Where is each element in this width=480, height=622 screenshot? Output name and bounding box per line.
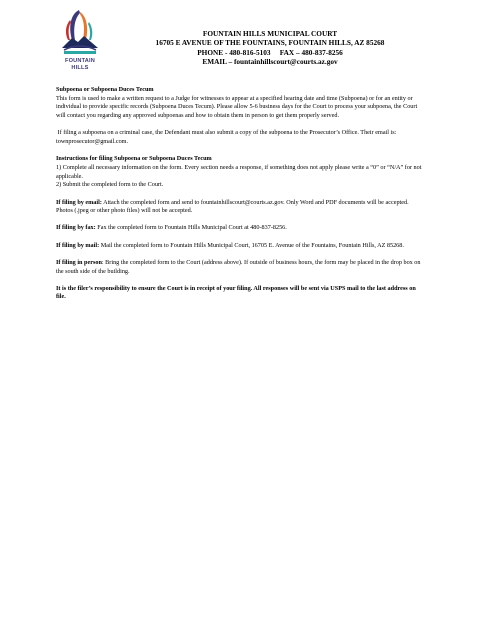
logo-plume-purple — [70, 10, 80, 40]
criminal-case-note: If filing a subpoena on a criminal case, the Defendant must also submit a copy of the subpoena to the Prosecutor’s Office. Their email is: townprosecutor@gmail.com. — [56, 129, 398, 146]
mail-filing-text: Mail the completed form to Fountain Hills Municipal Court, 16705 E. Avenue of the Fountains, Fountain Hills, AZ 85268. — [99, 241, 404, 249]
filer-responsibility-notice: It is the filer’s responsibility to ensure the Court is in receipt of your filing. All responses will be sent via USPS mail to the last address on file. — [56, 284, 416, 301]
court-name: FOUNTAIN HILLS MUNICIPAL COURT — [202, 29, 338, 38]
court-phone-fax: PHONE - 480-816-5103 FAX – 480-837-8256 — [197, 47, 343, 57]
logo-text-line2: HILLS — [71, 65, 89, 71]
person-filing-text: : Bring the completed form to the Court (address above). If outside of business hours, the form may be placed in the drop box on the south side of the building. — [56, 258, 421, 275]
court-header — [120, 29, 420, 67]
email-filing-label: If filing by email: — [56, 198, 102, 206]
logo-text-line1: FOUNTAIN — [64, 58, 96, 64]
person-filing-label: If filing in person — [56, 258, 102, 266]
fountain-hills-logo — [58, 8, 102, 78]
logo-plume-orange — [80, 12, 87, 40]
email-filing-paragraph — [56, 199, 425, 216]
fax-filing-label: If filing by fax: — [56, 224, 96, 232]
document-body — [56, 86, 425, 302]
fax-filing-text: Fax the completed form to Fountain Hills Municipal Court at 480-837-8256. — [95, 224, 287, 232]
mail-filing-paragraph — [56, 242, 425, 251]
person-filing-paragraph — [56, 259, 425, 276]
logo-plume-teal — [88, 22, 92, 40]
logo-plume-red — [66, 20, 71, 40]
court-email: EMAIL – fountainhillscourt@courts.az.gov — [202, 57, 338, 67]
email-filing-text: Attach the completed form and send to fountainhillscourt@courts.az.gov. Only Word and PDF documents will be accepted. Photos (.jpeg or other photo files) will not be accepted. — [56, 198, 409, 215]
mail-filing-label: If filing by mail: — [56, 241, 100, 249]
court-address: 16705 E AVENUE OF THE FOUNTAINS, FOUNTAIN HILLS, AZ 85268 — [155, 38, 385, 48]
section-title-subpoena: Subpoena or Subpoena Duces Tecum — [56, 86, 154, 93]
fountain-logo-icon — [58, 8, 102, 58]
fax-filing-paragraph — [56, 224, 425, 233]
instruction-step-1: 1) Complete all necessary information on the form. Every section needs a response, if something does not apply please write a “0” or “N/A” for not applicable. — [56, 163, 422, 180]
section-body-subpoena: This form is used to make a written request to a Judge for witnesses to appear at a specified hearing date and time (Subpoena) or for an entity or individual to provide specific records (Subpoena Duces Tecum). Please allow 5-6 business days for the Court to process your subpoena, the Court will contact you regarding any approved subpoenas and how to obtain them in person to get them properly served. — [56, 94, 418, 120]
instructions-title: Instructions for filing Subpoena or Subpoena Duces Tecum — [56, 155, 212, 163]
instruction-step-2: 2) Submit the completed form to the Court. — [56, 181, 164, 189]
logo-water — [64, 51, 96, 54]
